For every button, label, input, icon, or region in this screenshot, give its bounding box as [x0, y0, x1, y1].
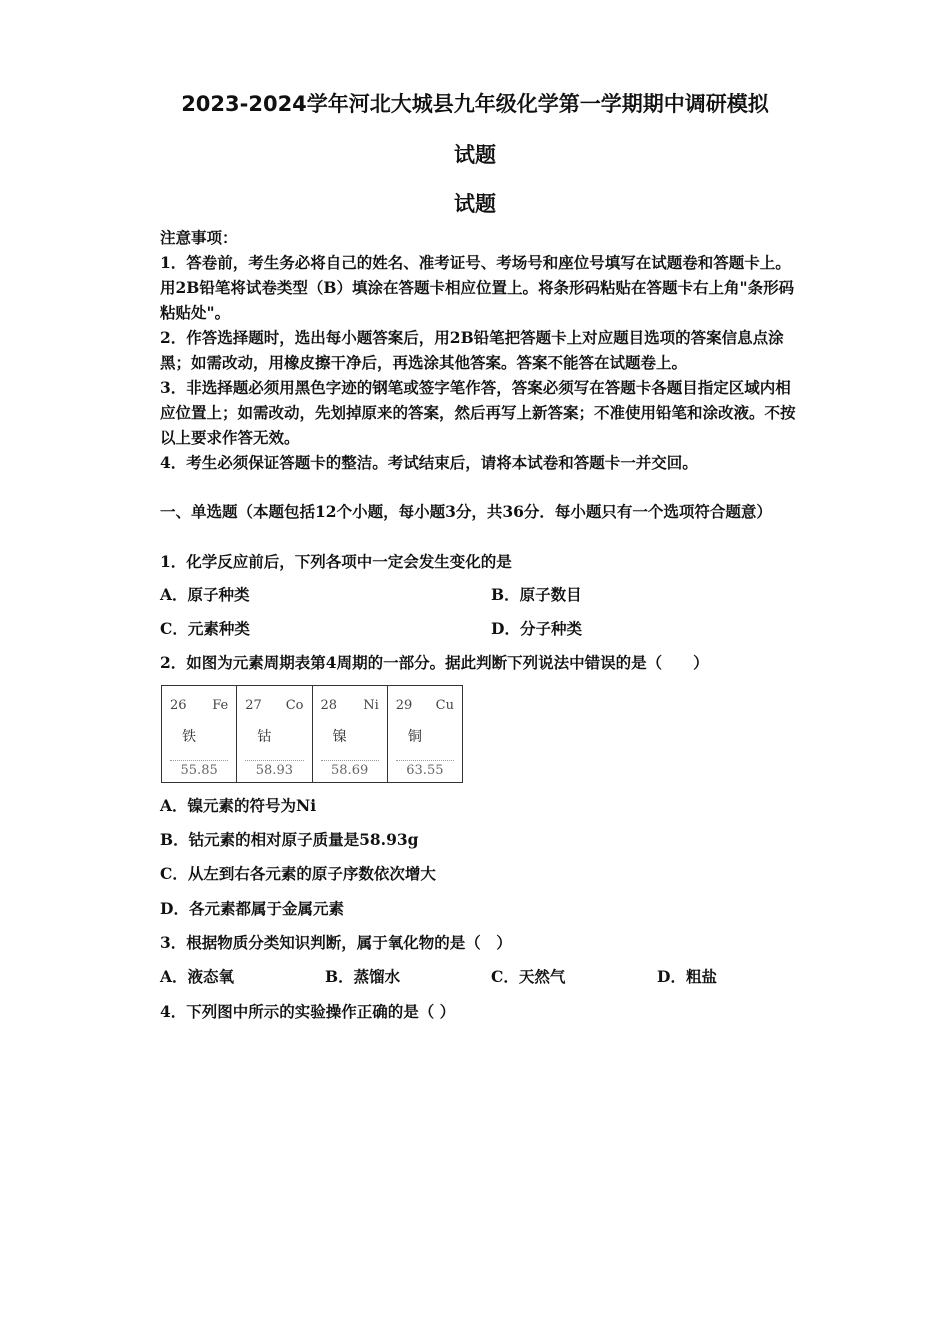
element-mass: 58.93 [245, 760, 303, 778]
element-cell-cu [388, 686, 462, 782]
page-title-line1: 2023-2024学年河北大城县九年级化学第一学期期中调研模拟 [181, 92, 769, 116]
question-1-option-a: A．原子种类 [160, 585, 250, 604]
element-cell-ni [313, 686, 388, 782]
question-1-option-c: C．元素种类 [160, 619, 250, 638]
element-name: 铜 [407, 729, 422, 745]
question-3-option-d: D．粗盐 [657, 967, 717, 986]
question-3-option-b: B．蒸馏水 [325, 967, 401, 986]
question-2-option-b: B．钴元素的相对原子质量是58.93g [160, 830, 419, 849]
element-cell-co [237, 686, 312, 782]
element-cell-fe [162, 686, 237, 782]
element-symbol: Fe [212, 698, 229, 713]
page-title-line2: 试题 [454, 143, 496, 167]
element-mass: 58.69 [321, 760, 379, 778]
element-name: 钴 [257, 729, 272, 745]
element-number: 29 [395, 698, 413, 713]
element-symbol: Cu [435, 698, 454, 713]
element-symbol: Co [285, 698, 304, 713]
question-2-option-a: A．镍元素的符号为Ni [160, 796, 317, 815]
periodic-table-fragment [161, 685, 463, 783]
notice-item-3: 3．非选择题必须用黑色字迹的钢笔或签字笔作答，答案必须写在答题卡各题目指定区域内相应位置上；如需改动，先划掉原来的答案，然后再写上新答案；不准使用铅笔和涂改液。不按以上要求作答无效。 [160, 378, 796, 447]
element-number: 28 [320, 698, 338, 713]
question-2-option-d: D．各元素都属于金属元素 [160, 899, 344, 918]
element-name: 铁 [182, 729, 197, 745]
question-2-stem: 2．如图为元素周期表第4周期的一部分。据此判断下列说法中错误的是（ ） [160, 653, 709, 672]
question-1-stem: 1．化学反应前后，下列各项中一定会发生变化的是 [160, 552, 512, 571]
question-1-option-d: D．分子种类 [491, 619, 582, 638]
notice-heading: 注意事项： [160, 228, 238, 247]
page-title-line3: 试题 [454, 192, 496, 216]
question-4-stem: 4．下列图中所示的实验操作正确的是（ ） [160, 1002, 456, 1021]
section-heading: 一、单选题（本题包括12个小题，每小题3分，共36分．每小题只有一个选项符合题意） [160, 502, 772, 521]
question-3-option-a: A．液态氧 [160, 967, 235, 986]
element-mass: 55.85 [170, 760, 228, 778]
question-1-option-b: B．原子数目 [491, 585, 582, 604]
element-number: 26 [170, 698, 187, 713]
notice-item-2: 2．作答选择题时，选出每小题答案后，用2B铅笔把答题卡上对应题目选项的答案信息点涂黑；如需改动，用橡皮擦干净后，再选涂其他答案。答案不能答在试题卷上。 [160, 328, 784, 372]
element-number: 27 [245, 698, 262, 713]
question-2-option-c: C．从左到右各元素的原子序数依次增大 [160, 864, 436, 883]
element-mass: 63.55 [396, 760, 454, 778]
question-3-option-c: C．天然气 [491, 967, 566, 986]
notice-item-4: 4．考生必须保证答题卡的整洁。考试结束后，请将本试卷和答题卡一并交回。 [160, 453, 698, 472]
notice-item-1: 1．答卷前，考生务必将自己的姓名、准考证号、考场号和座位号填写在试题卷和答题卡上。用2B铅笔将试卷类型（B）填涂在答题卡相应位置上。将条形码粘贴在答题卡右上角"条形码粘贴处"。 [160, 253, 795, 322]
element-name: 镍 [332, 729, 347, 745]
element-symbol: Ni [363, 698, 379, 713]
question-3-stem: 3．根据物质分类知识判断，属于氧化物的是（ ） [160, 933, 512, 952]
